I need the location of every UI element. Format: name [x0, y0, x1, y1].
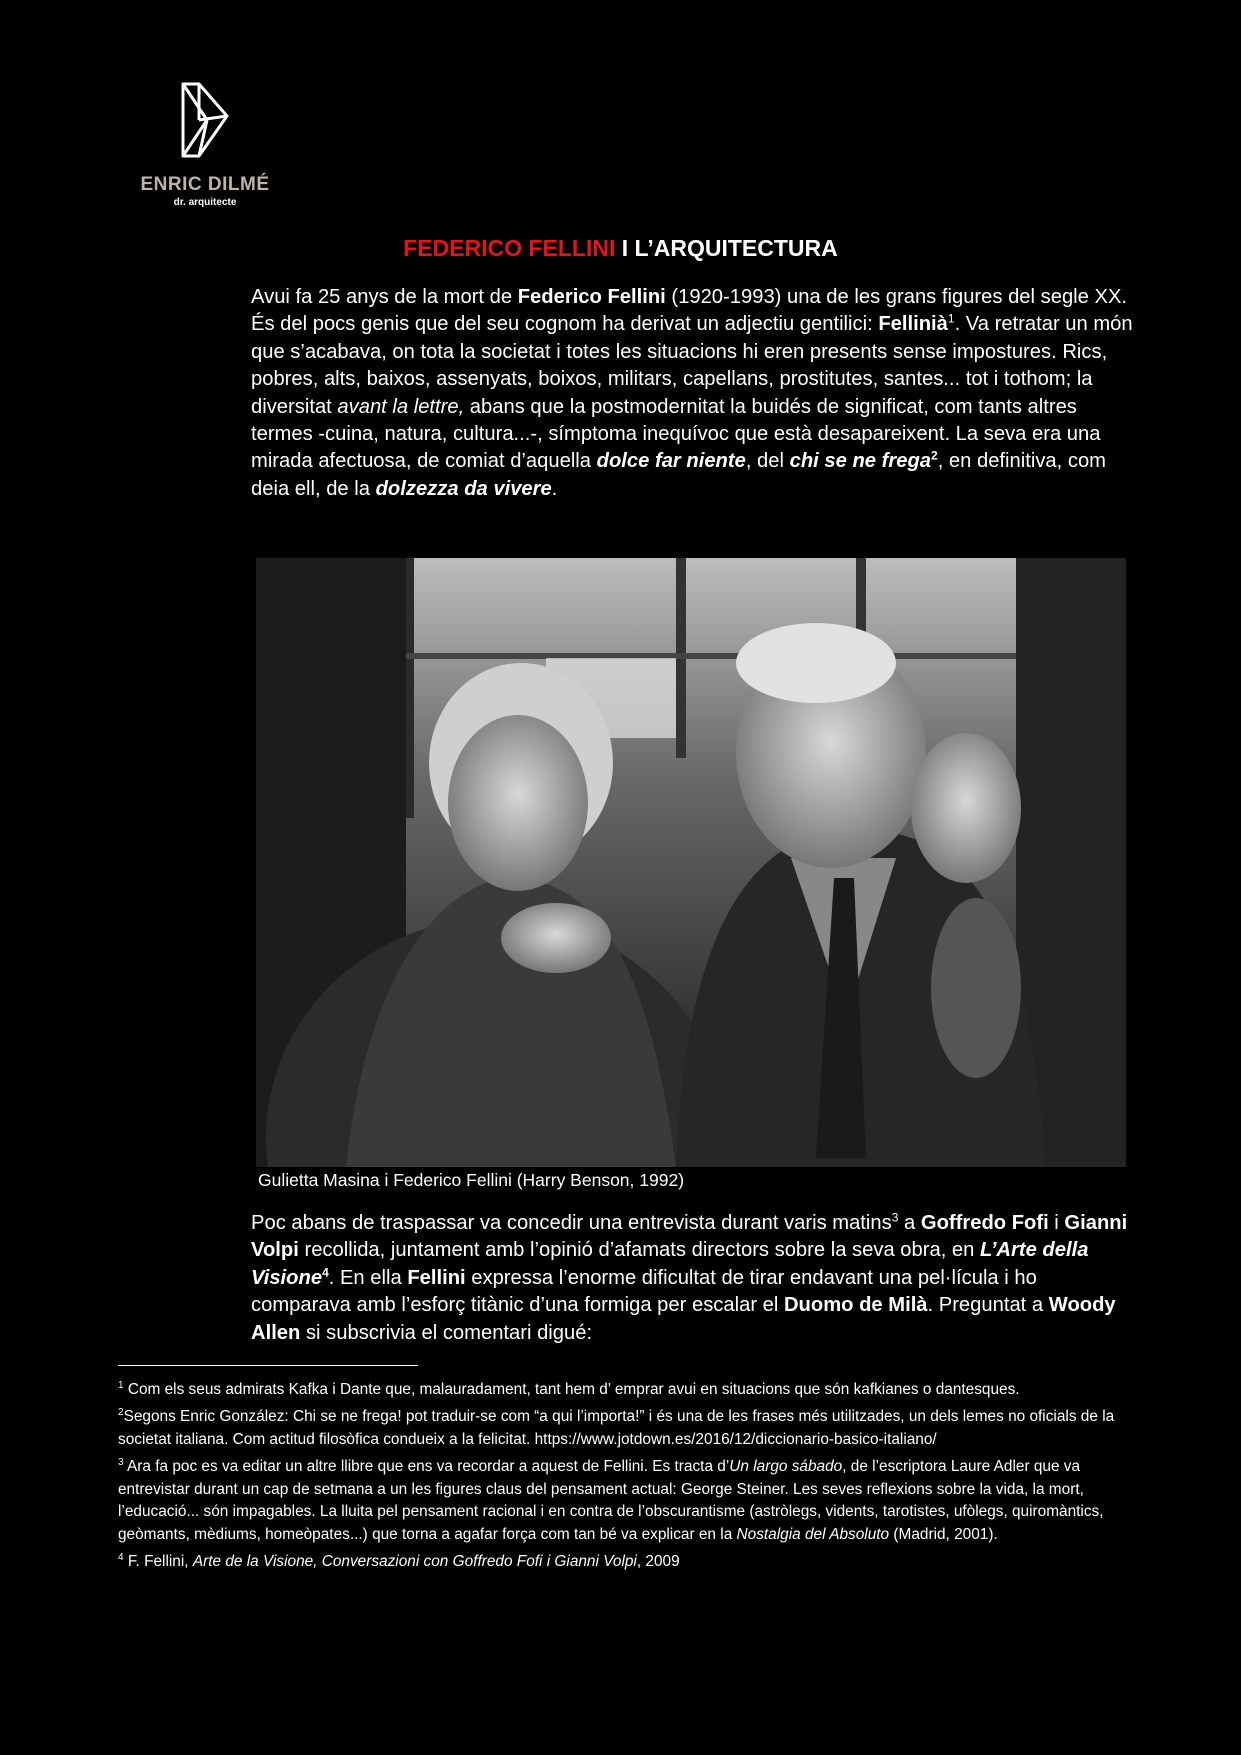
- interview-paragraph: [251, 1210, 1141, 1347]
- bold-italic-run: dolce far niente: [596, 450, 746, 473]
- text-run: i: [1048, 1212, 1065, 1234]
- footnote-divider: [118, 1365, 418, 1366]
- title-rest: I L’ARQUITECTURA: [615, 235, 838, 261]
- text-run: expressa l’enorme dificultat de tirar endavant una pel·lícula i ho comparava amb l’esforç titànic d’una formiga per escalar el: [251, 1266, 1037, 1317]
- text-run: . En ella: [328, 1266, 408, 1289]
- intro-paragraph: [251, 284, 1141, 503]
- text-run: a: [898, 1212, 921, 1234]
- footnote-number: 4: [118, 1551, 124, 1563]
- footnote-1: [118, 1375, 1138, 1402]
- logo: [140, 80, 270, 208]
- footnote-4: [118, 1547, 1138, 1574]
- bold-run: Federico Fellini: [517, 286, 666, 308]
- bold-italic-run: chi se ne frega: [789, 450, 931, 473]
- text-run: recollida, juntament amb l’opinió d’afamats directors sobre la seva obra, en: [298, 1239, 980, 1262]
- footnote-italic: Nostalgia del Absoluto: [736, 1526, 890, 1544]
- footnote-ref-1: 1: [947, 311, 955, 326]
- photo-masina-fellini: [256, 558, 1126, 1167]
- footnote-number: 1: [118, 1380, 124, 1391]
- text-run: abans que la postmodernitat la buidés de significat, com tants altres termes -cuina, natura, cultura...-, símptoma inequívoc que està desapareixent. La seva era una mirada afectuosa, de comiat d’aquella: [251, 395, 1101, 473]
- italic-run: avant la lettre,: [337, 395, 465, 418]
- footnote-text: Segons Enric González: Chi se ne frega! pot traduir-se com “a qui l’importa!” i és una de les frases més utilitzades, un dels lemes no oficials de la societat italiana. Com actitud filosòfica condueix a la felicitat. https://www.jotdown.es/2016/12/diccionario-basico-italiano/: [118, 1408, 1115, 1448]
- bold-run: Fellini: [407, 1266, 466, 1289]
- footnote-text: , 2009: [636, 1553, 680, 1571]
- footnote-italic: Un largo sábado: [729, 1457, 843, 1475]
- footnote-number: 3: [118, 1456, 124, 1468]
- footnote-text: Com els seus admirats Kafka i Dante que, malauradament, tant hem d’ emprar avui en situacions que són kafkianes o dantesques.: [123, 1381, 1020, 1399]
- text-run: si subscrivia el comentari digué:: [300, 1321, 593, 1344]
- text-run: , en definitiva, com deia ell, de la: [251, 450, 1106, 500]
- footnote-text: Ara fa poc es va editar un altre llibre que ens va recordar a aquest de Fellini. Es tracta d’: [123, 1457, 730, 1475]
- footnote-italic: Arte de la Visione, Conversazioni con Goffredo Fofi i Gianni Volpi: [192, 1553, 637, 1571]
- bold-run: Woody Allen: [251, 1294, 1116, 1344]
- footnotes: [118, 1375, 1138, 1574]
- bold-italic-run: L’Arte della Visione: [251, 1239, 1089, 1289]
- bold-run: Gianni Volpi: [251, 1212, 1128, 1262]
- logo-mark-icon: [177, 80, 233, 160]
- bold-run: Fellinià: [878, 313, 948, 336]
- footnote-2: [118, 1402, 1138, 1452]
- logo-subtitle: dr. arquitecte: [173, 197, 237, 208]
- page-title: [0, 235, 1241, 262]
- footnote-number: 2: [118, 1406, 124, 1418]
- text-run: , del: [745, 450, 790, 473]
- footnote-3: [118, 1452, 1138, 1547]
- footnote-text: (Madrid, 2001).: [889, 1526, 998, 1544]
- footnote-text: , de l’escriptora Laure Adler que va entrevistar durant un cap de setmana a un les figures claus del pensament actual: George Steiner. Les seves reflexions sobre la vida, la mort, l’educació... són impagables. La lluita pel pensament racional i en contra de l’obscurantisme (astròlegs, vidents, tarotistes, ufòlegs, quiromàntics, geòmants, mèdiums, homeòpates...) que torna a agafar força com tan bé va explicar en la: [118, 1457, 1104, 1544]
- bold-run: Duomo de Milà: [783, 1294, 928, 1317]
- text-run: . Va retratar un món que s’acabava, on tota la societat i totes les situacions hi eren presents sense impostures. Rics, pobres, alts, baixos, assenyats, boixos, militars, capellans, prostitutes, santes... tot i tothom; la diversitat: [251, 313, 1133, 418]
- photo-caption: Gulietta Masina i Federico Fellini (Harry Benson, 1992): [258, 1170, 685, 1190]
- text-run: .: [551, 477, 558, 500]
- footnote-ref-3: 3: [891, 1210, 899, 1225]
- footnote-ref-4: 4: [322, 1265, 329, 1280]
- footnote-text: F. Fellini,: [123, 1553, 193, 1571]
- text-run: (1920-1993) una de les grans figures del segle XX. És del pocs genis que del seu cognom ha derivat un adjectiu gentilici:: [251, 286, 1128, 336]
- text-run: . Preguntat a: [927, 1294, 1049, 1317]
- footnote-ref-2: 2: [931, 448, 938, 463]
- logo-brand: ENRIC DILMÉ: [140, 174, 270, 195]
- bold-italic-run: dolzezza da vivere: [375, 477, 552, 500]
- title-name: FEDERICO FELLINI: [403, 235, 616, 261]
- text-run: Avui fa 25 anys de la mort de: [251, 286, 518, 308]
- bold-run: Goffredo Fofi: [920, 1212, 1049, 1234]
- text-run: Poc abans de traspassar va concedir una entrevista durant varis matins: [251, 1212, 892, 1234]
